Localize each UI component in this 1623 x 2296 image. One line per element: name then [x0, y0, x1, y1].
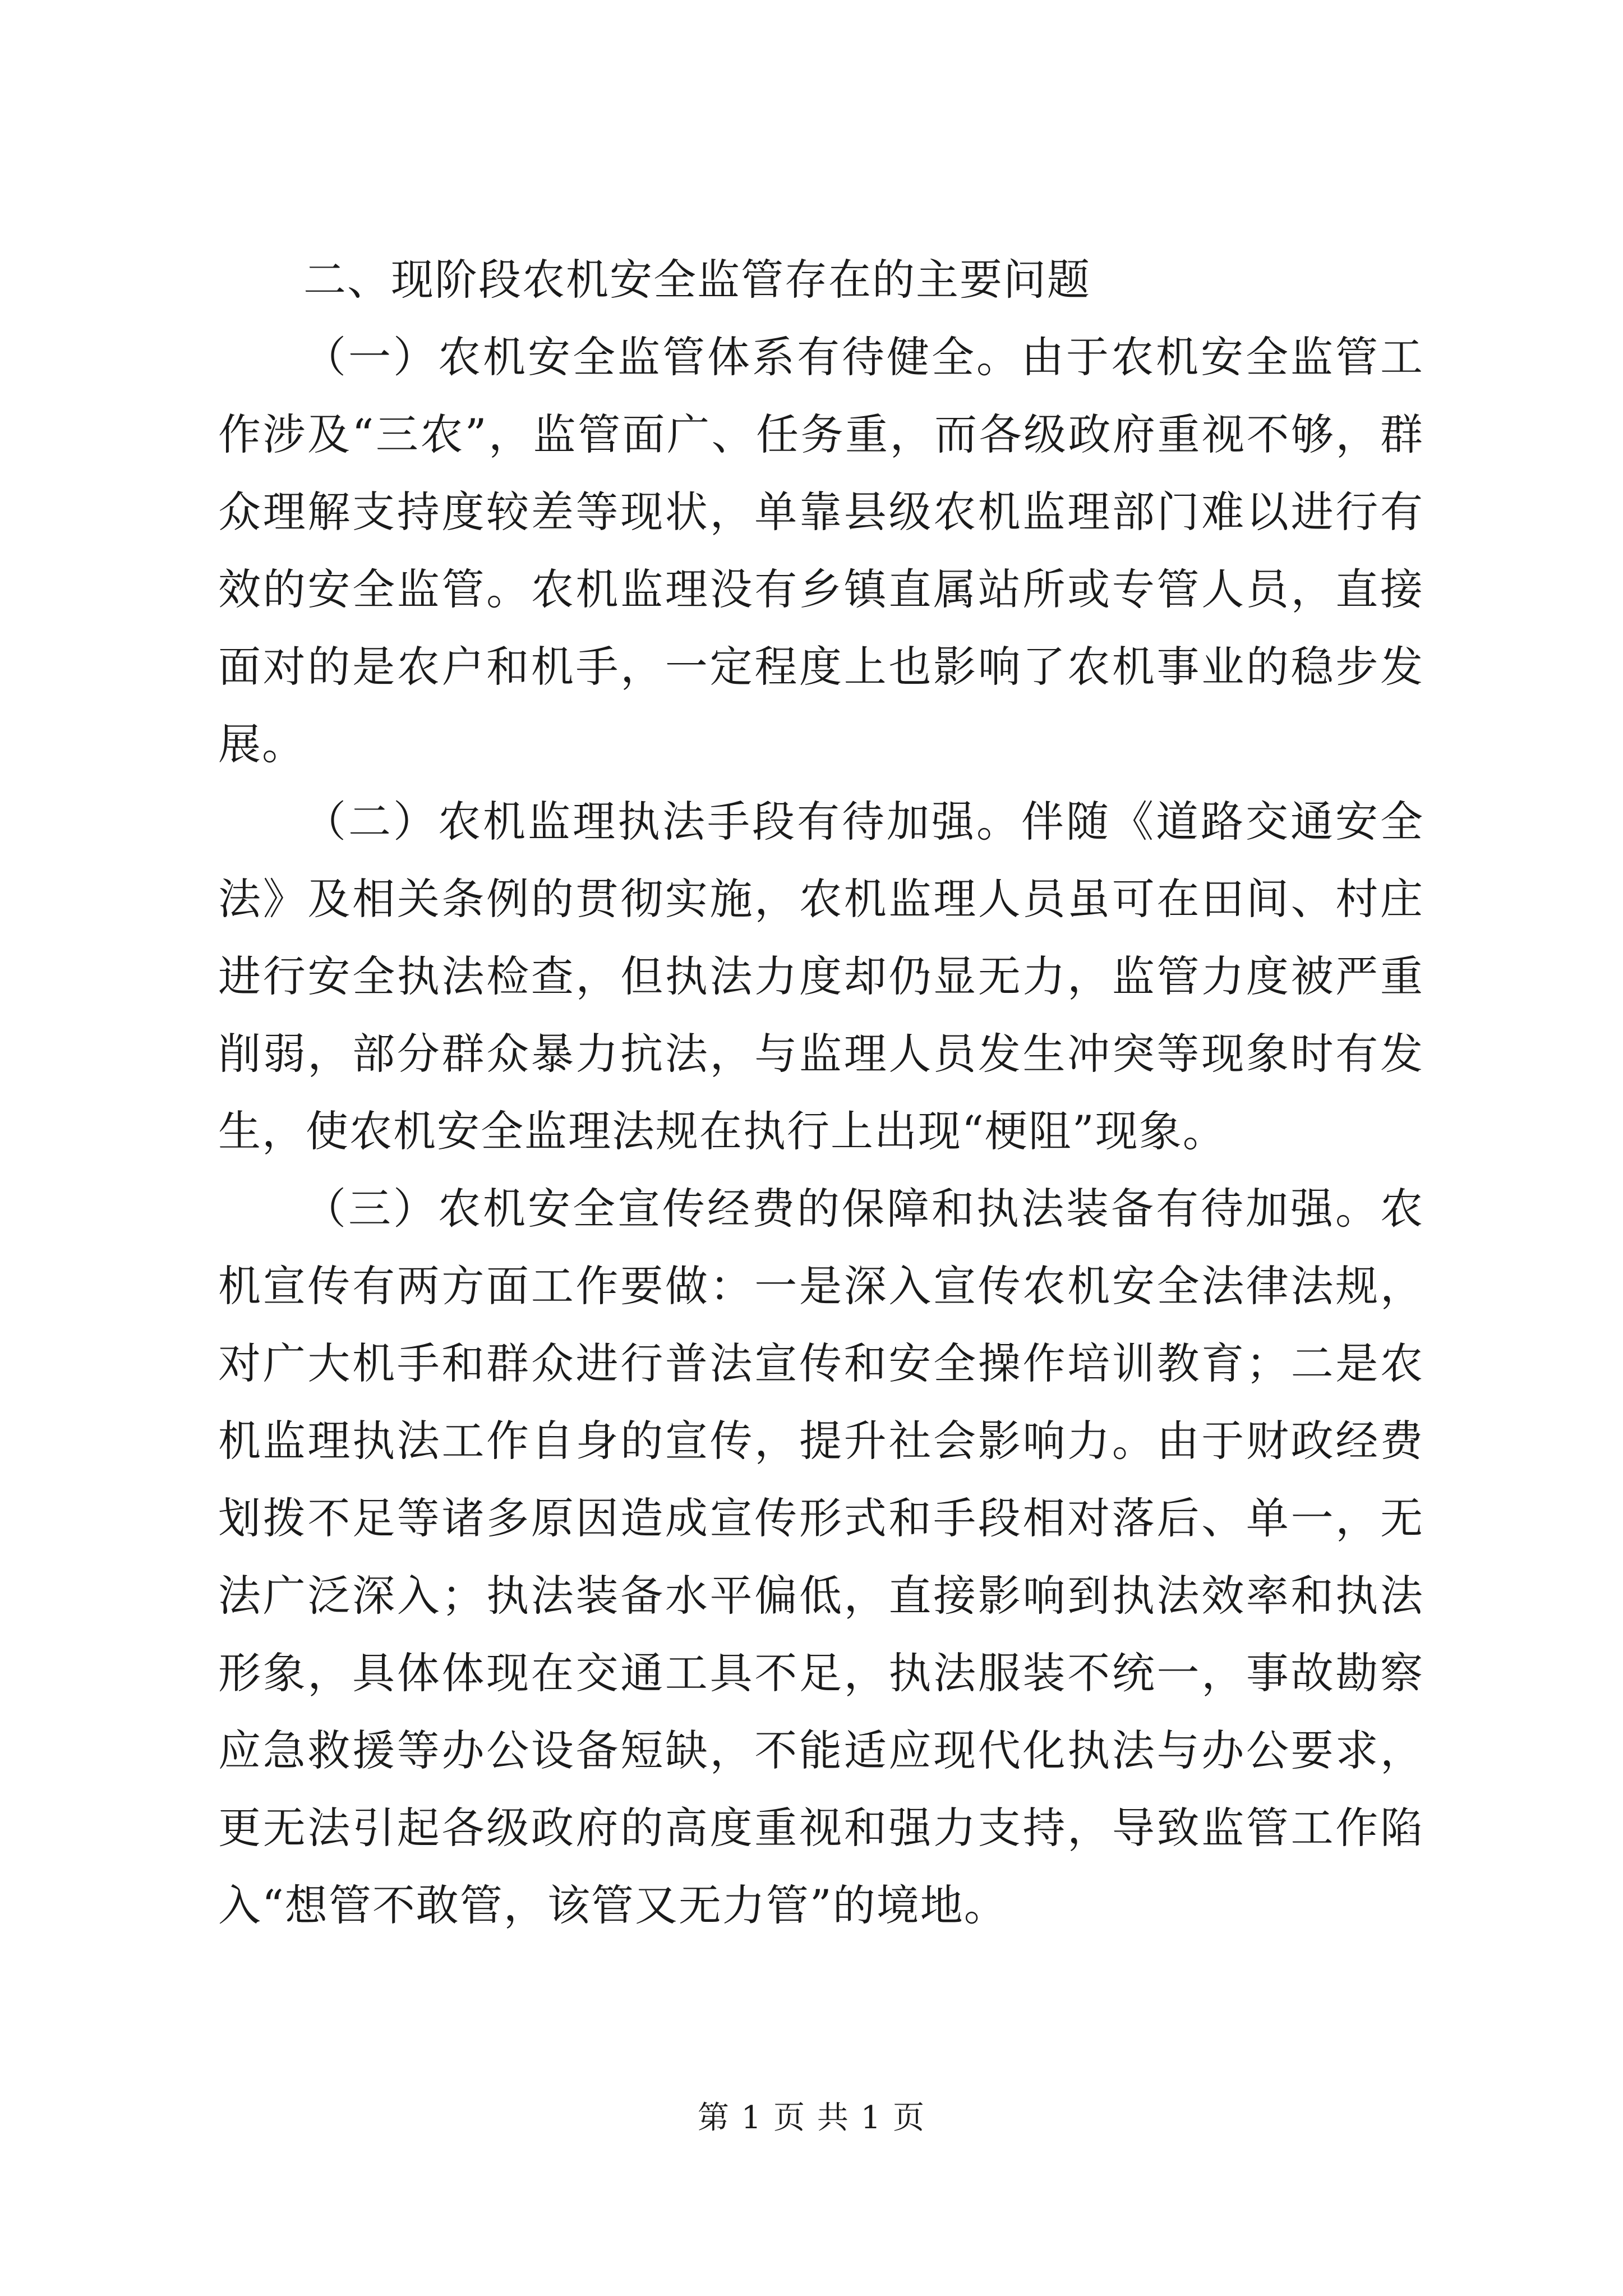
paragraph-3: （三）农机安全宣传经费的保障和执法装备有待加强。农机宣传有两方面工作要做：一是深入宣传农机安全法律法规，对广大机手和群众进行普法宣传和安全操作培训教育；二是农机监理执法工作自身的宣传，提升社会影响力。由于财政经费划拨不足等诸多原因造成宣传形式和手段相对落后、单一，无法广泛深入；执法装备水平偏低，直接影响到执法效率和执法形象，具体体现在交通工具不足，执法服装不统一，事故勘察应急救援等办公设备短缺，不能适应现代化执法与办公要求，更无法引起各级政府的高度重视和强力支持，导致监管工作陷入“想管不敢管，该管又无力管”的境地。 [218, 1184, 1424, 1930]
paragraph-2: （二）农机监理执法手段有待加强。伴随《道路交通安全法》及相关条例的贯彻实施，农机监理人员虽可在田间、村庄进行安全执法检查，但执法力度却仍显无力，监管力度被严重削弱，部分群众暴力抗法，与监理人员发生冲突等现象时有发生，使农机安全监理法规在执行上出现“梗阻”现象。 [218, 797, 1424, 1156]
document-body [218, 241, 1424, 1944]
paragraph-1: （一）农机安全监管体系有待健全。由于农机安全监管工作涉及“三农”，监管面广、任务重，而各级政府重视不够，群众理解支持度较差等现状，单靠县级农机监理部门难以进行有效的安全监管。农机监理没有乡镇直属站所或专管人员，直接面对的是农户和机手，一定程度上也影响了农机事业的稳步发展。 [218, 332, 1424, 769]
section-heading: 二、现阶段农机安全监管存在的主要问题 [303, 255, 1091, 305]
page-footer: 第 1 页 共 1 页 [697, 2100, 926, 2136]
